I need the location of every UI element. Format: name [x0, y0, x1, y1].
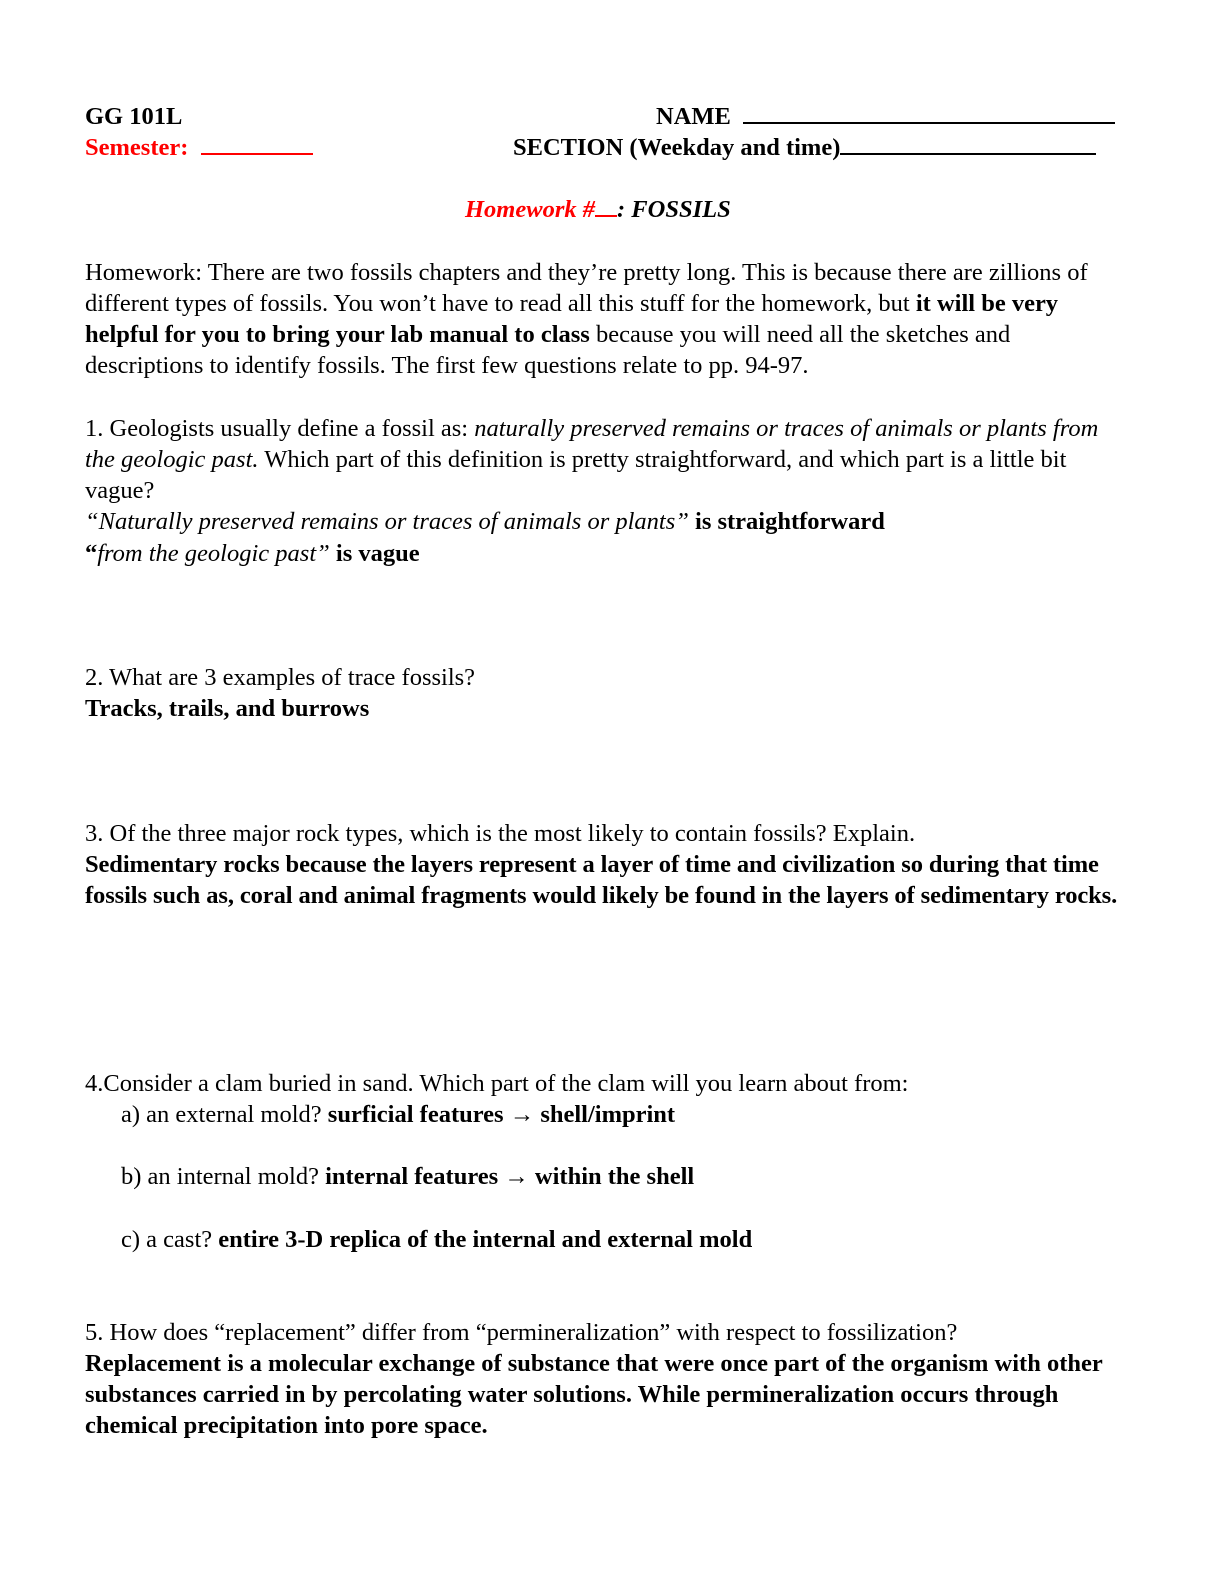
course-code: GG 101L [85, 103, 183, 130]
q4b-answer: internal features → within the shell [325, 1163, 695, 1190]
q1-definition: naturally preserved remains or traces of animals or plants from the geologic past. [85, 415, 1099, 473]
intro-text: Homework: There are two fossils chapters and they’re pretty long. This is because there are zillions of different types of fossils. You won’t have to read all this stuff for the homework, but [85, 259, 1088, 317]
q1-prefix: 1. Geologists usually define a fossil as: [85, 415, 475, 442]
q4c-question: c) a cast? [121, 1226, 219, 1253]
question-3: 3. Of the three major rock types, which is the most likely to contain fossils? Explain. [85, 820, 916, 847]
homework-number-blank[interactable] [595, 197, 617, 217]
semester-field[interactable] [85, 132, 313, 163]
question-1 [85, 413, 1130, 506]
answer-2: Tracks, trails, and burrows [85, 695, 370, 722]
name-field[interactable] [656, 101, 1115, 132]
answer-1a [85, 506, 1130, 537]
q1-answer1-quote: “Naturally preserved remains or traces of animals or plants” [85, 508, 689, 535]
q1-answer2-quote: from the geologic past” [97, 540, 330, 567]
intro-text-end: because you will need all the sketches and descriptions to identify fossils. The first few questions relate to pp. 94-97. [85, 321, 1011, 379]
q1-question-rest: Which part of this definition is pretty straightforward, and which part is a little bit vague? [85, 446, 1067, 504]
section-label: SECTION (Weekday and time) [513, 134, 841, 161]
q4a-question: a) an external mold? [121, 1101, 328, 1128]
section-blank[interactable] [840, 133, 1096, 155]
q4c-answer: entire 3-D replica of the internal and external mold [218, 1226, 753, 1253]
intro-paragraph [85, 257, 1130, 381]
q1-answer1-verdict: is straightforward [688, 508, 885, 535]
q4a-answer: surficial features → shell/imprint [327, 1101, 676, 1128]
answer-1b [85, 538, 1130, 569]
intro-bold-text: it will be very helpful for you to bring your lab manual to class [85, 290, 1059, 348]
question-4a [85, 1099, 1166, 1130]
semester-label: Semester: [85, 134, 189, 161]
homework-title-suffix: : FOSSILS [617, 196, 731, 223]
question-4: 4.Consider a clam buried in sand. Which part of the clam will you learn about from: [85, 1070, 909, 1097]
section-field[interactable] [513, 132, 1096, 163]
homework-title [465, 194, 731, 225]
question-4b [85, 1161, 1166, 1192]
answer-3: Sedimentary rocks because the layers represent a layer of time and civilization so during that time fossils such as, coral and animal fragments would likely be found in the layers of sedimentary rocks. [85, 851, 1118, 909]
question-4c [85, 1224, 1166, 1255]
q1-answer2-verdict: is vague [329, 540, 420, 567]
question-5: 5. How does “replacement” differ from “permineralization” with respect to fossilization? [85, 1319, 958, 1346]
homework-title-prefix: Homework # [465, 196, 595, 223]
name-label: NAME [656, 103, 731, 130]
q4b-question: b) an internal mold? [121, 1163, 326, 1190]
semester-blank[interactable] [201, 133, 313, 155]
q1-answer2-open-quote: “ [85, 540, 98, 567]
answer-5: Replacement is a molecular exchange of substance that were once part of the organism with other substances carried in by percolating water solutions. While permineralization occurs through chemical precipitation into pore space. [85, 1350, 1103, 1439]
name-blank[interactable] [743, 102, 1115, 124]
question-2: 2. What are 3 examples of trace fossils? [85, 664, 476, 691]
